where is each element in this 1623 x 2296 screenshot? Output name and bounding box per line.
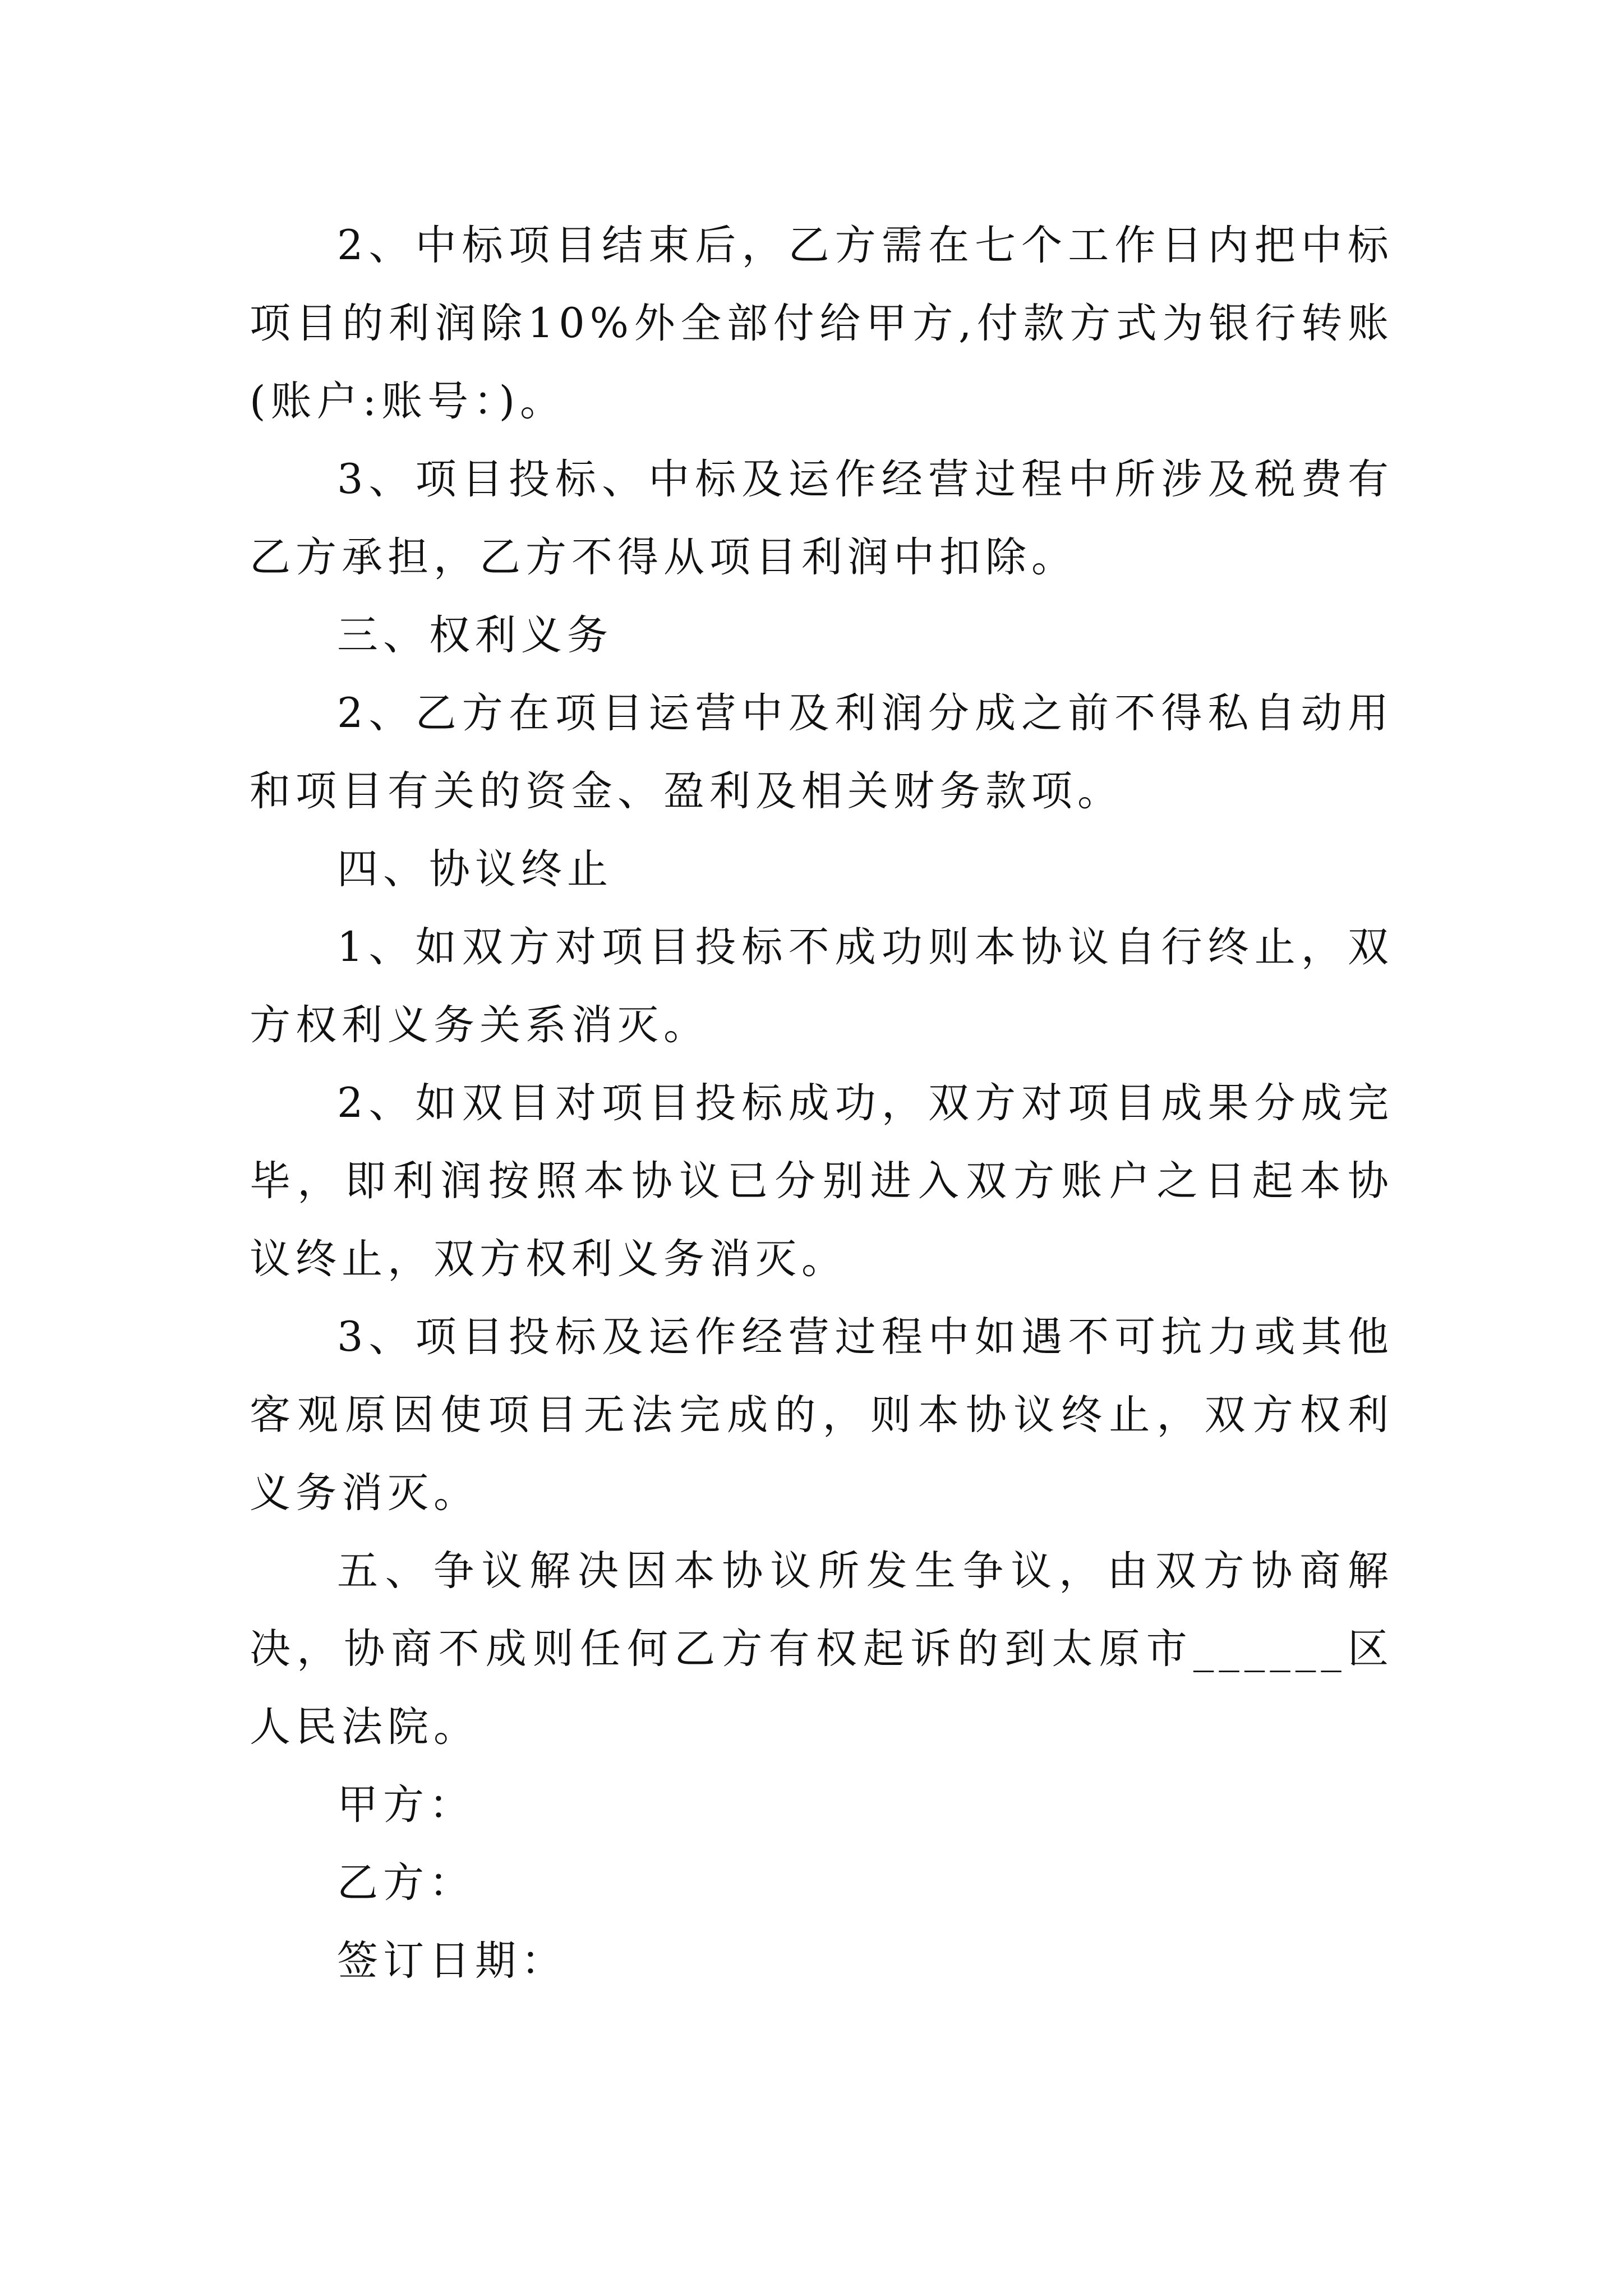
section-heading-rights-obligations: 三、权利义务 [337,611,613,659]
paragraph-termination-force-majeure: 3、项目投标及运作经营过程中如遇不可抗力或其他客观原因使项目无法完成的，则本协议终止，双方权利义务消灭。 [250,1313,1394,1517]
paragraph-tax-responsibility: 3、项目投标、中标及运作经营过程中所涉及税费有乙方承担，乙方不得从项目利润中扣除。 [250,455,1394,581]
document-body [250,206,1394,2000]
section-heading-termination: 四、协议终止 [337,845,613,893]
paragraph-termination-successful-bid: 2、如双目对项目投标成功，双方对项目成果分成完毕，即利润按照本协议已分别进入双方账户之日起本协议终止，双方权利义务消灭。 [250,1079,1394,1283]
paragraph-payment-terms: 2、中标项目结束后，乙方需在七个工作日内把中标项目的利润除10%外全部付给甲方,付款方式为银行转账(账户:账号：)。 [250,222,1394,425]
signing-date: 签订日期： [337,1937,567,1985]
signature-party-b: 乙方： [337,1859,475,1907]
signature-party-a: 甲方： [337,1781,475,1829]
paragraph-termination-unsuccessful-bid: 1、如双方对项目投标不成功则本协议自行终止，双方权利义务关系消灭。 [250,923,1394,1049]
paragraph-fund-usage: 2、乙方在项目运营中及利润分成之前不得私自动用和项目有关的资金、盈利及相关财务款项。 [250,689,1394,815]
paragraph-dispute-resolution: 五、争议解决因本协议所发生争议，由双方协商解决，协商不成则任何乙方有权起诉的到太原市______区人民法院。 [250,1547,1394,1751]
